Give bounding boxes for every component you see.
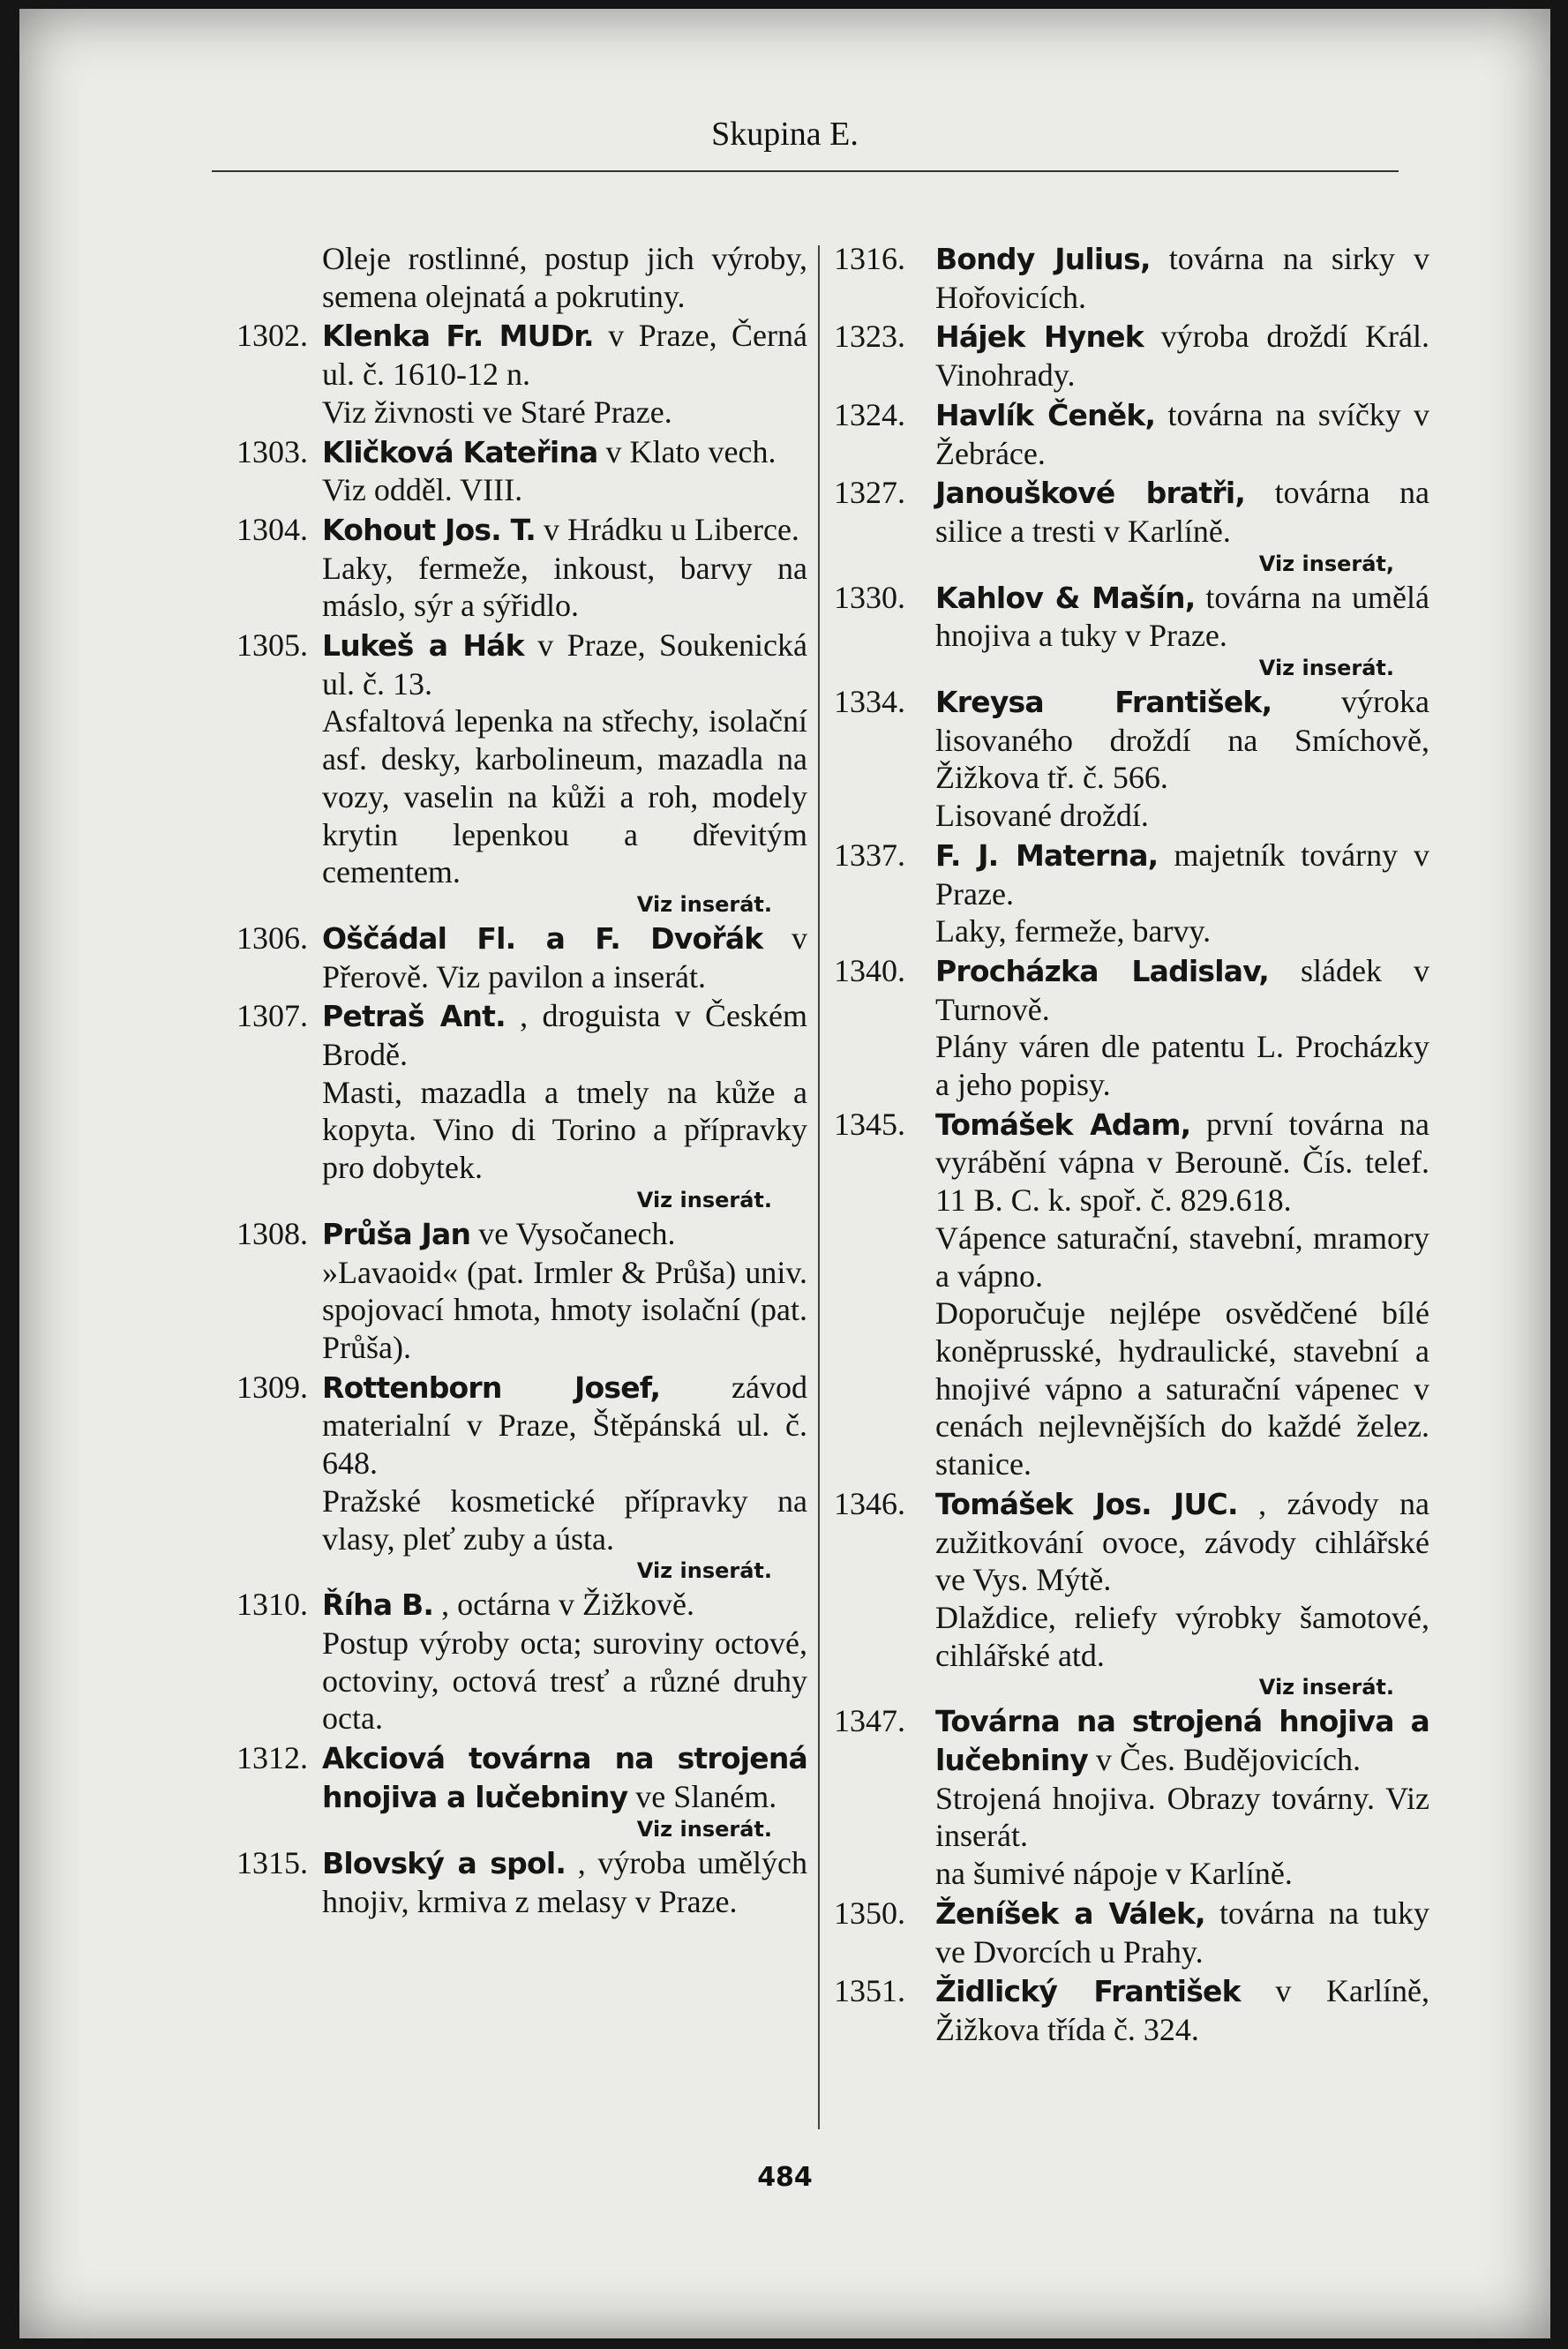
entry-detail: Laky, fermeže, inkoust, barvy na máslo, sýr a sýřidlo. (322, 550, 807, 624)
header-rule (212, 170, 1399, 172)
entry-detail: Pražské kosmetické přípravky na vlasy, pleť zuby a ústa. (322, 1482, 807, 1557)
entry-name: F. J. Materna, (935, 837, 1159, 873)
entry-name: Kahlov & Mašín, (935, 580, 1196, 615)
entry-name: Kreysa František, (935, 685, 1272, 720)
entry-detail: Viz živnosti ve Staré Praze. (322, 394, 672, 430)
entry-name: Průša Jan (322, 1216, 471, 1251)
entry-text (322, 317, 807, 393)
entry-text (935, 1972, 1429, 2048)
entry-name: Židlický František (935, 1974, 1241, 2009)
entry-number: 1324. (834, 396, 905, 432)
entry-number: 1309. (236, 1369, 308, 1405)
entry-name: Tomášek Adam, (935, 1107, 1191, 1142)
directory-entry (221, 1586, 807, 1737)
directory-entry (221, 919, 807, 995)
directory-entry (834, 1972, 1429, 2048)
inserat-reference: Viz inserát. (636, 891, 772, 917)
entry-number: 1310. (236, 1587, 308, 1623)
entry-detail: Plány váren dle patentu L. Procházky a jeho popisy. (935, 1029, 1429, 1103)
entry-detail: na šumivé nápoje v Karlíně. (935, 1856, 1293, 1892)
entry-name: Janouškové bratři, (935, 476, 1246, 511)
entry-description: továrna na sirky v Hořovicích. (935, 241, 1429, 315)
entry-description: závod materialní v Praze, Štěpánská ul. č. 648. (322, 1369, 807, 1482)
inserat-reference: Viz inserát. (636, 1558, 772, 1584)
directory-entry (834, 1702, 1429, 1893)
entry-name: Blovský a spol. (322, 1846, 566, 1881)
entry-description: ve Vysočanech. (478, 1215, 676, 1251)
entry-description: v Praze, Soukenická ul. č. 13. (322, 627, 808, 702)
left-column (221, 240, 807, 1923)
entry-text (322, 627, 807, 702)
directory-entry (834, 240, 1429, 316)
directory-entry (834, 1106, 1429, 1483)
entry-number: 1308. (236, 1215, 308, 1251)
entry-description: továrna na umělá hnojiva a tuky v Praze. (935, 579, 1429, 654)
entry-text (322, 433, 807, 472)
entry-number: 1307. (236, 998, 308, 1034)
entry-name: Říha B. (322, 1587, 434, 1623)
entry-number: 1330. (834, 579, 905, 615)
entry-detail: Strojená hnojiva. Obrazy továrny. Viz inserát. (935, 1780, 1429, 1854)
entry-number: 1316. (834, 241, 905, 276)
directory-entry (221, 997, 807, 1213)
entry-text (322, 1215, 807, 1254)
entry-detail: Viz odděl. VIII. (322, 472, 523, 508)
entry-name: Akciová továrna na strojená hnojiva a lučebniny (322, 1741, 807, 1814)
entry-description: továrna na tuky ve Dvorcích u Prahy. (935, 1895, 1430, 1970)
directory-entry (221, 511, 807, 625)
page (19, 9, 1550, 2338)
directory-entry (221, 1844, 807, 1920)
entry-description: , octárna v Žižkově. (441, 1587, 694, 1623)
entry-description: , droguista v Českém Brodě. (322, 998, 807, 1073)
entry-description: , výroba umělých hnojiv, krmiva z melasy v Praze. (322, 1845, 807, 1920)
entry-detail: Asfaltová lepenka na střechy, isolační asf. desky, karbolineum, mazadla na vozy, vaselin na kůži a roh, modely krytin lepenkou a dřevitým cementem. (322, 703, 807, 890)
entry-text (935, 1702, 1429, 1779)
entry-name: Rottenborn Josef, (322, 1370, 661, 1405)
entry-description: výroba droždí Král. Vinohrady. (935, 319, 1430, 394)
directory-entry (221, 433, 807, 509)
entry-description: , závody na zužitkování ovoce, závody cihlářské ve Vys. Mýtě. (935, 1485, 1430, 1598)
directory-entry (834, 837, 1429, 950)
entry-name: Petraš Ant. (322, 999, 506, 1034)
entry-text (935, 579, 1429, 655)
entry-detail: Lisované droždí. (935, 798, 1149, 834)
entry-name: Procházka Ladislav, (935, 953, 1269, 988)
directory-entry (221, 317, 807, 431)
directory-entry (834, 579, 1429, 681)
entry-detail: Vápence saturační, stavební, mramory a vápno. (935, 1220, 1429, 1294)
entry-description: výroka lisovaného droždí na Smíchově, Žižkova tř. č. 566. (935, 684, 1429, 796)
entry-text (322, 1739, 807, 1816)
entry-detail: Masti, mazadla a tmely na kůže a kopyta. Vino di Torino a přípravky pro dobytek. (322, 1074, 807, 1186)
entry-number: 1334. (834, 684, 905, 720)
entry-text (322, 1586, 807, 1625)
page-header: Skupina E. (711, 116, 859, 153)
entry-name: Kličková Kateřina (322, 434, 598, 469)
directory-entry (221, 240, 807, 315)
inserat-reference: Viz inserát. (636, 1187, 772, 1212)
entry-name: Klenka Fr. MUDr. (322, 319, 594, 354)
entry-name: Bondy Julius, (935, 242, 1151, 276)
entry-detail: »Lavaoid« (pat. Irmler & Průša) univ. spojovací hmota, hmoty isolační (pat. Průša). (322, 1254, 807, 1365)
right-column (834, 240, 1429, 2051)
entry-description: v Přerově. Viz pavilon a inserát. (322, 919, 807, 994)
entry-number: 1315. (236, 1845, 308, 1881)
entry-number: 1337. (834, 837, 905, 873)
entry-text (322, 240, 807, 315)
inserat-reference: Viz inserát. (636, 1817, 772, 1842)
entry-name: Oščádal Fl. a F. Dvořák (322, 920, 763, 956)
entry-detail: Doporučuje nejlépe osvědčené bílé koněprusské, hydraulické, stavební a hnojivé vápno a saturační vápenec v cenách nejlevnějších do každé želez. stanice. (935, 1295, 1429, 1482)
inserat-reference: Viz inserát. (1258, 656, 1394, 681)
entry-name: Kohout Jos. T. (322, 512, 536, 547)
entry-number: 1346. (834, 1485, 905, 1521)
directory-entry (221, 1215, 807, 1367)
entry-description: majetník továrny v Praze. (935, 837, 1430, 912)
directory-entry (834, 1895, 1429, 1970)
entry-number: 1304. (236, 511, 308, 547)
entry-text (322, 919, 807, 995)
entry-name: Ženíšek a Válek, (935, 1895, 1205, 1931)
entry-number: 1351. (834, 1973, 905, 2009)
entry-number: 1340. (834, 952, 905, 988)
entry-description: Oleje rostlinné, postup jich výroby, semena olejnatá a pokrutiny. (322, 241, 807, 314)
entry-text (935, 837, 1429, 912)
page-number: 484 (757, 2162, 813, 2193)
entry-number: 1305. (236, 627, 308, 664)
entry-text (322, 511, 807, 550)
entry-text (935, 1106, 1429, 1220)
directory-entry (834, 1485, 1429, 1701)
entry-description: ve Slaném. (635, 1778, 777, 1814)
entry-description: v Klato vech. (605, 433, 776, 469)
entry-name: Továrna na strojená hnojiva a lučebniny (935, 1704, 1429, 1778)
entry-number: 1302. (236, 318, 308, 354)
entry-number: 1312. (236, 1740, 308, 1776)
entry-text (935, 683, 1429, 797)
inserat-reference: Viz inserát. (1258, 1675, 1394, 1700)
entry-text (935, 1895, 1429, 1970)
entry-name: Lukeš a Hák (322, 628, 524, 664)
entry-description: továrna na svíčky v Žebráce. (935, 396, 1430, 471)
entry-description: první továrna na vyrábění vápna v Berouně. Čís. telef. 11 B. C. k. spoř. č. 829.618. (935, 1106, 1430, 1219)
entry-description: v Hrádku u Liberce. (544, 511, 799, 547)
column-divider (818, 245, 820, 2129)
entry-text (322, 1369, 807, 1482)
entry-text (935, 318, 1429, 394)
entry-number: 1345. (834, 1106, 905, 1142)
entry-text (935, 396, 1429, 472)
entry-number: 1323. (834, 319, 905, 355)
directory-entry (221, 1369, 807, 1585)
entry-text (935, 240, 1429, 316)
entry-description: v Praze, Černá ul. č. 1610-12 n. (322, 318, 807, 393)
entry-detail: Postup výroby octa; suroviny octové, octoviny, octová tresť a různé druhy octa. (322, 1625, 807, 1737)
entry-detail: Laky, fermeže, barvy. (935, 913, 1212, 949)
entry-text (935, 1485, 1429, 1599)
entry-text (935, 952, 1429, 1028)
entry-number: 1347. (834, 1703, 905, 1739)
entry-description: v Karlíně, Žižkova třída č. 324. (935, 1973, 1429, 2047)
entry-name: Tomášek Jos. JUC. (935, 1486, 1238, 1521)
directory-entry (834, 318, 1429, 394)
entry-text (322, 997, 807, 1073)
entry-number: 1303. (236, 433, 308, 469)
entry-name: Havlík Čeněk, (935, 397, 1156, 432)
entry-text (322, 1844, 807, 1920)
entry-description: továrna na silice a tresti v Karlíně. (935, 475, 1429, 549)
entry-number: 1306. (236, 919, 308, 956)
directory-entry (221, 627, 807, 918)
directory-entry (221, 1739, 807, 1842)
directory-entry (834, 952, 1429, 1104)
entry-description: v Čes. Budějovicích. (1095, 1742, 1361, 1778)
entry-description: sládek v Turnově. (935, 952, 1429, 1027)
entry-name: Hájek Hynek (935, 319, 1144, 355)
entry-text (935, 474, 1429, 550)
entry-number: 1327. (834, 475, 905, 511)
entry-number: 1350. (834, 1895, 905, 1931)
entry-detail: Dlaždice, reliefy výrobky šamotové, cihlářské atd. (935, 1599, 1429, 1673)
directory-entry (834, 683, 1429, 835)
directory-entry (834, 474, 1429, 576)
directory-entry (834, 396, 1429, 472)
inserat-reference: Viz inserát, (1258, 551, 1394, 576)
